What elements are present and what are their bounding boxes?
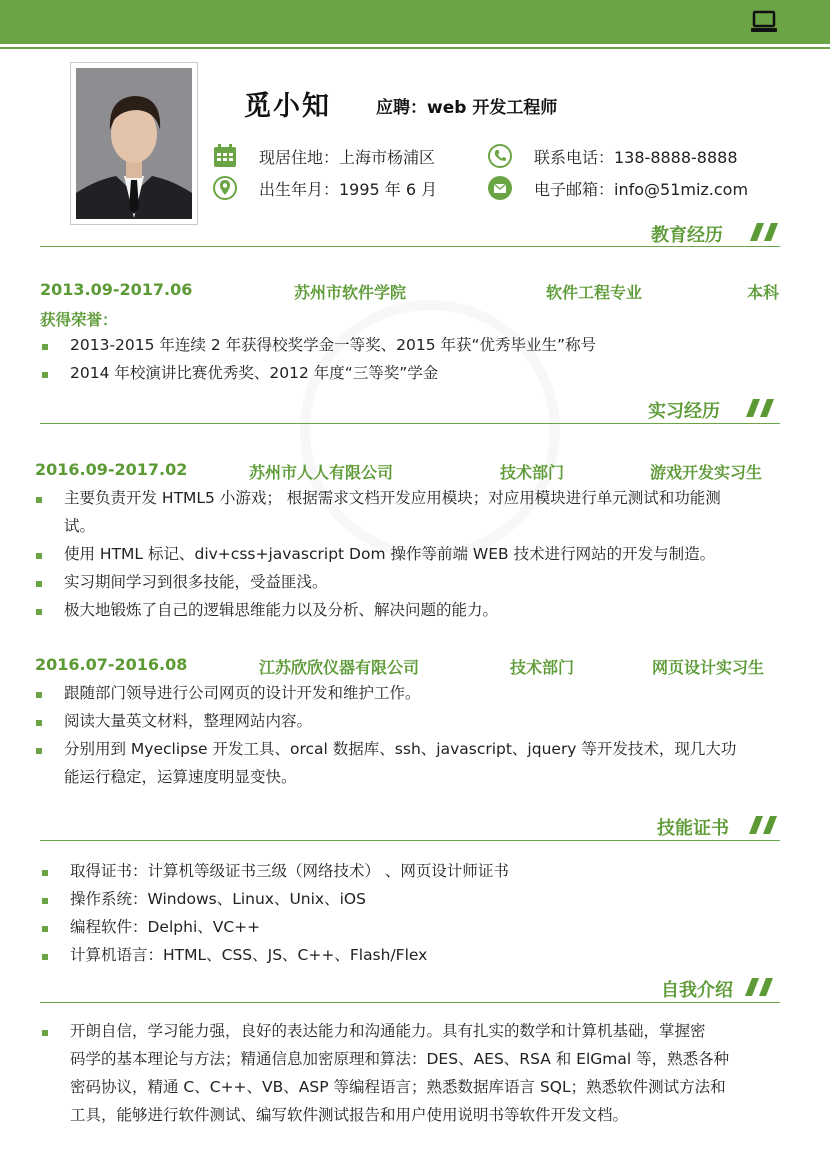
bullet [36, 692, 42, 698]
mail-icon [488, 176, 512, 200]
skill-item: 编程软件：Delphi、VC++ [70, 918, 261, 936]
info-birth [213, 176, 437, 200]
job1-item: 使用 HTML 标记、div+css+javascript Dom 操作等前端 WEB 技术进行网站的开发与制造。 [64, 545, 716, 563]
section-title-education: 教育经历 [651, 225, 723, 246]
info-residence-text: 现居住地：上海市杨浦区 [259, 147, 436, 167]
info-email-text: 电子邮箱：info@51miz.com [534, 179, 749, 199]
section-line-education [40, 246, 780, 247]
section-title-internship: 实习经历 [648, 401, 720, 422]
location-pin-icon [213, 176, 237, 200]
section-line-skills [40, 840, 780, 841]
bullet [42, 926, 48, 932]
edu-degree: 本科 [747, 283, 780, 302]
bullet [42, 1030, 48, 1036]
calendar-icon [213, 144, 237, 168]
job2-item: 分别用到 Myeclipse 开发工具、orcal 数据库、ssh、javascript、jquery 等开发技术，现几大功 [64, 740, 737, 758]
about-line: 开朗自信，学习能力强，良好的表达能力和沟通能力。具有扎实的数学和计算机基础，掌握密 [70, 1022, 706, 1040]
job1-item: 极大地锻炼了自己的逻辑思维能力以及分析、解决问题的能力。 [64, 601, 499, 619]
info-residence [213, 144, 435, 168]
double-slash-icon [746, 399, 776, 417]
section-title-about: 自我介绍 [661, 980, 733, 1001]
bullet [42, 870, 48, 876]
job2-item: 阅读大量英文材料，整理网站内容。 [64, 712, 313, 730]
about-line: 密码协议，精通 C、C++、VB、ASP 等编程语言；熟悉数据库语言 SQL；熟悉软件测试方法和 [70, 1078, 726, 1096]
bullet [42, 344, 48, 350]
section-line-internship [40, 423, 780, 424]
about-line: 码学的基本理论与方法；精通信息加密原理和算法：DES、AES、RSA 和 ElGmal 等，熟悉各种 [70, 1050, 730, 1068]
info-phone [488, 144, 738, 168]
applied-position: 应聘：web 开发工程师 [376, 98, 558, 118]
job2-role: 网页设计实习生 [652, 658, 765, 677]
section-title-skills: 技能证书 [657, 818, 729, 839]
top-banner-line [0, 47, 830, 49]
bullet [42, 372, 48, 378]
job2-dept: 技术部门 [510, 658, 575, 677]
info-phone-text: 联系电话：138-8888-8888 [534, 147, 738, 167]
job1-dept: 技术部门 [500, 463, 565, 482]
section-line-about [40, 1002, 780, 1003]
profile-photo [70, 62, 198, 225]
job2-item-cont: 能运行稳定，运算速度明显变快。 [64, 768, 297, 786]
skill-item: 计算机语言：HTML、CSS、JS、C++、Flash/Flex [70, 946, 428, 964]
bullet [42, 898, 48, 904]
bullet [36, 581, 42, 587]
job2-company: 江苏欣欣仪器有限公司 [259, 658, 420, 677]
edu-date: 2013.09-2017.06 [40, 280, 193, 299]
job1-item: 主要负责开发 HTML5 小游戏； 根据需求文档开发应用模块；对应用模块进行单元测试和功能测 [64, 489, 721, 507]
laptop-icon [750, 10, 778, 34]
job1-date: 2016.09-2017.02 [35, 460, 188, 479]
bullet [36, 553, 42, 559]
applicant-name: 觅小知 [244, 91, 331, 122]
bullet [42, 954, 48, 960]
job2-date: 2016.07-2016.08 [35, 655, 188, 674]
phone-icon [488, 144, 512, 168]
top-banner [0, 0, 830, 44]
about-line: 工具，能够进行软件测试、编写软件测试报告和用户使用说明书等软件开发文档。 [70, 1106, 629, 1124]
person-portrait [76, 68, 192, 219]
skill-item: 取得证书：计算机等级证书三级（网络技术） 、网页设计师证书 [70, 862, 509, 880]
job1-item-cont: 试。 [64, 517, 96, 535]
job2-item: 跟随部门领导进行公司网页的设计开发和维护工作。 [64, 684, 421, 702]
bullet [36, 748, 42, 754]
double-slash-icon [750, 223, 780, 241]
honors-label: 获得荣誉： [40, 311, 118, 329]
info-birth-text: 出生年月：1995 年 6 月 [259, 179, 438, 199]
edu-major: 软件工程专业 [546, 283, 643, 302]
skill-item: 操作系统：Windows、Linux、Unix、iOS [70, 890, 366, 908]
info-email [488, 176, 748, 200]
honor-item: 2014 年校演讲比赛优秀奖、2012 年度“三等奖”学金 [70, 364, 439, 382]
double-slash-icon [749, 816, 779, 834]
bullet [36, 497, 42, 503]
edu-school: 苏州市软件学院 [294, 283, 407, 302]
double-slash-icon [745, 978, 775, 996]
job1-role: 游戏开发实习生 [650, 463, 763, 482]
job1-item: 实习期间学习到很多技能，受益匪浅。 [64, 573, 328, 591]
job1-company: 苏州市人人有限公司 [249, 463, 394, 482]
honor-item: 2013-2015 年连续 2 年获得校奖学金一等奖、2015 年获“优秀毕业生”称号 [70, 336, 597, 354]
bullet [36, 720, 42, 726]
bullet [36, 609, 42, 615]
